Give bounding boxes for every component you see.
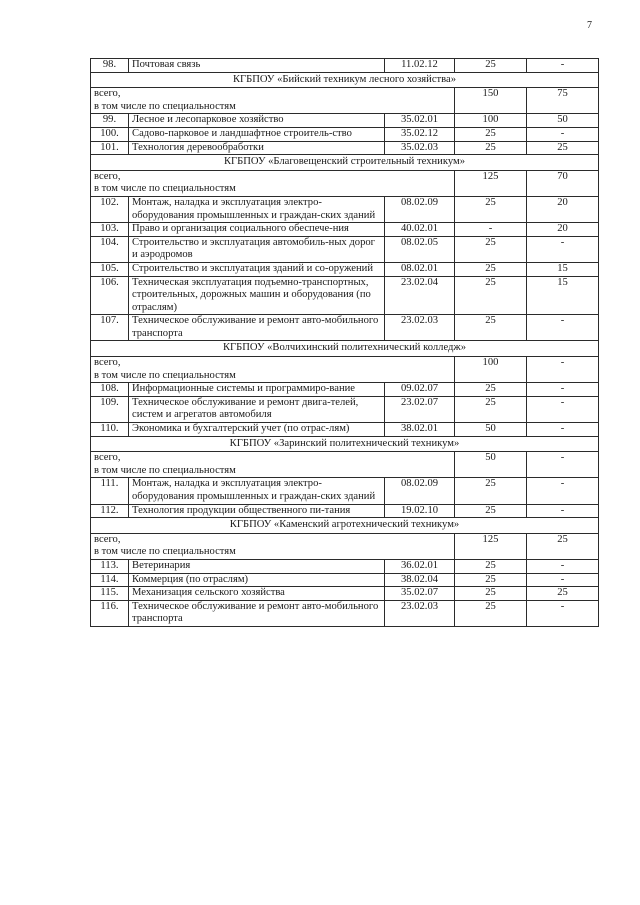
value-a: 25 [455,478,527,504]
total-label: всего, [94,170,121,182]
value-b: - [527,236,599,262]
specialty-name: Садово-парковое и ландшафтное строитель-ство [129,127,385,141]
row-number: 114. [91,573,129,587]
table-row [91,114,599,128]
value-b: 25 [527,141,599,155]
total-label-cell [91,357,455,383]
specialty-code: 36.02.01 [385,559,455,573]
table-row [91,59,599,73]
value-a: 25 [455,262,527,276]
specialty-code: 08.02.01 [385,262,455,276]
specialty-code: 19.02.10 [385,504,455,518]
total-sublabel: в том числе по специальностям [94,369,236,381]
value-b: 15 [527,262,599,276]
value-b: - [527,59,599,73]
row-number: 105. [91,262,129,276]
specialty-code: 08.02.09 [385,478,455,504]
table-row [91,262,599,276]
specialty-code: 38.02.01 [385,423,455,437]
institution-name: КГБПОУ «Благовещенский строительный техникум» [91,155,599,171]
total-row [91,533,599,559]
total-value-b: - [527,452,599,478]
value-a: 25 [455,396,527,422]
value-b: - [527,573,599,587]
value-a: 25 [455,141,527,155]
table-row [91,423,599,437]
value-a: 25 [455,600,527,626]
value-a: 25 [455,127,527,141]
specialty-name: Экономика и бухгалтерский учет (по отрас-лям) [129,423,385,437]
table-row [91,559,599,573]
value-a: 25 [455,383,527,397]
specialty-code: 23.02.04 [385,276,455,315]
specialty-name: Почтовая связь [129,59,385,73]
institution-header-row [91,436,599,452]
specialty-code: 35.02.01 [385,114,455,128]
value-b: - [527,600,599,626]
page-number: 7 [587,20,592,31]
specialty-code: 08.02.05 [385,236,455,262]
row-number: 102. [91,196,129,222]
specialty-name: Монтаж, наладка и эксплуатация электро-оборудования промышленных и граждан-ских зданий [129,196,385,222]
row-number: 107. [91,315,129,341]
total-value-b: - [527,357,599,383]
specialty-name: Технология продукции общественного пи-тания [129,504,385,518]
row-number: 115. [91,587,129,601]
row-number: 111. [91,478,129,504]
value-a: 50 [455,423,527,437]
specialty-code: 23.02.03 [385,315,455,341]
value-a: 25 [455,276,527,315]
institution-name: КГБПОУ «Заринский политехнический техникум» [91,436,599,452]
value-a: 25 [455,315,527,341]
row-number: 113. [91,559,129,573]
row-number: 112. [91,504,129,518]
table-row [91,478,599,504]
value-b: - [527,559,599,573]
table-row [91,236,599,262]
value-b: - [527,504,599,518]
specialty-name: Технология деревообработки [129,141,385,155]
value-b: - [527,127,599,141]
value-b: - [527,423,599,437]
specialty-name: Ветеринария [129,559,385,573]
table-row [91,587,599,601]
total-row [91,88,599,114]
value-a: 100 [455,114,527,128]
total-value-a: 125 [455,170,527,196]
institution-name: КГБПОУ «Волчихинский политехнический колледж» [91,341,599,357]
value-b: 15 [527,276,599,315]
total-label: всего, [94,452,121,464]
specialty-name: Монтаж, наладка и эксплуатация электро-оборудования промышленных и граждан-ских зданий [129,478,385,504]
value-b: - [527,383,599,397]
table-row [91,127,599,141]
table-row [91,315,599,341]
total-value-b: 70 [527,170,599,196]
table-row [91,276,599,315]
specialty-code: 35.02.12 [385,127,455,141]
value-b: 20 [527,196,599,222]
total-sublabel: в том числе по специальностям [94,100,236,112]
total-value-a: 100 [455,357,527,383]
total-row [91,357,599,383]
row-number: 100. [91,127,129,141]
row-number: 99. [91,114,129,128]
row-number: 108. [91,383,129,397]
row-number: 109. [91,396,129,422]
value-b: - [527,396,599,422]
value-a: 25 [455,59,527,73]
table-row [91,196,599,222]
table-row [91,504,599,518]
institution-header-row [91,518,599,534]
row-number: 106. [91,276,129,315]
row-number: 103. [91,223,129,237]
value-b: - [527,315,599,341]
value-b: 20 [527,223,599,237]
value-b: 25 [527,587,599,601]
specialty-name: Коммерция (по отраслям) [129,573,385,587]
value-a: 25 [455,587,527,601]
value-a: 25 [455,236,527,262]
row-number: 101. [91,141,129,155]
institution-name: КГБПОУ «Бийский техникум лесного хозяйства» [91,72,599,88]
total-label-cell [91,452,455,478]
table-row [91,600,599,626]
total-value-a: 50 [455,452,527,478]
total-value-a: 125 [455,533,527,559]
institution-header-row [91,72,599,88]
total-label-cell [91,88,455,114]
specialty-code: 23.02.03 [385,600,455,626]
specialty-code: 08.02.09 [385,196,455,222]
value-a: 25 [455,559,527,573]
institution-header-row [91,155,599,171]
specialty-code: 35.02.07 [385,587,455,601]
table-row [91,223,599,237]
total-row [91,452,599,478]
specialty-name: Механизация сельского хозяйства [129,587,385,601]
value-b: 50 [527,114,599,128]
specialty-code: 11.02.12 [385,59,455,73]
specialty-name: Строительство и эксплуатация автомобиль-ных дорог и аэродромов [129,236,385,262]
total-label-cell [91,533,455,559]
total-row [91,170,599,196]
specialty-name: Право и организация социального обеспече-ния [129,223,385,237]
value-a: 25 [455,196,527,222]
value-a: - [455,223,527,237]
total-label: всего, [94,357,121,369]
table-row [91,396,599,422]
row-number: 104. [91,236,129,262]
specialty-name: Техническая эксплуатация подъемно-транспортных, строительных, дорожных машин и оборудования (по отраслям) [129,276,385,315]
value-b: - [527,478,599,504]
row-number: 98. [91,59,129,73]
specialty-name: Лесное и лесопарковое хозяйство [129,114,385,128]
row-number: 116. [91,600,129,626]
specialties-table [90,58,599,627]
specialty-code: 09.02.07 [385,383,455,397]
specialty-name: Строительство и эксплуатация зданий и со-оружений [129,262,385,276]
row-number: 110. [91,423,129,437]
total-label-cell [91,170,455,196]
specialty-code: 23.02.07 [385,396,455,422]
total-sublabel: в том числе по специальностям [94,546,236,558]
table-row [91,573,599,587]
institution-header-row [91,341,599,357]
specialty-name: Техническое обслуживание и ремонт авто-мобильного транспорта [129,600,385,626]
specialty-name: Техническое обслуживание и ремонт авто-мобильного транспорта [129,315,385,341]
total-sublabel: в том числе по специальностям [94,464,236,476]
specialty-code: 40.02.01 [385,223,455,237]
total-label: всего, [94,533,121,545]
total-value-b: 75 [527,88,599,114]
total-sublabel: в том числе по специальностям [94,183,236,195]
total-value-a: 150 [455,88,527,114]
specialty-name: Информационные системы и программиро-вание [129,383,385,397]
table-row [91,141,599,155]
value-a: 25 [455,504,527,518]
table-body [91,59,599,627]
specialty-code: 35.02.03 [385,141,455,155]
table-row [91,383,599,397]
value-a: 25 [455,573,527,587]
total-label: всего, [94,88,121,100]
specialty-code: 38.02.04 [385,573,455,587]
specialty-name: Техническое обслуживание и ремонт двига-телей, систем и агрегатов автомобиля [129,396,385,422]
total-value-b: 25 [527,533,599,559]
institution-name: КГБПОУ «Каменский агротехнический техникум» [91,518,599,534]
